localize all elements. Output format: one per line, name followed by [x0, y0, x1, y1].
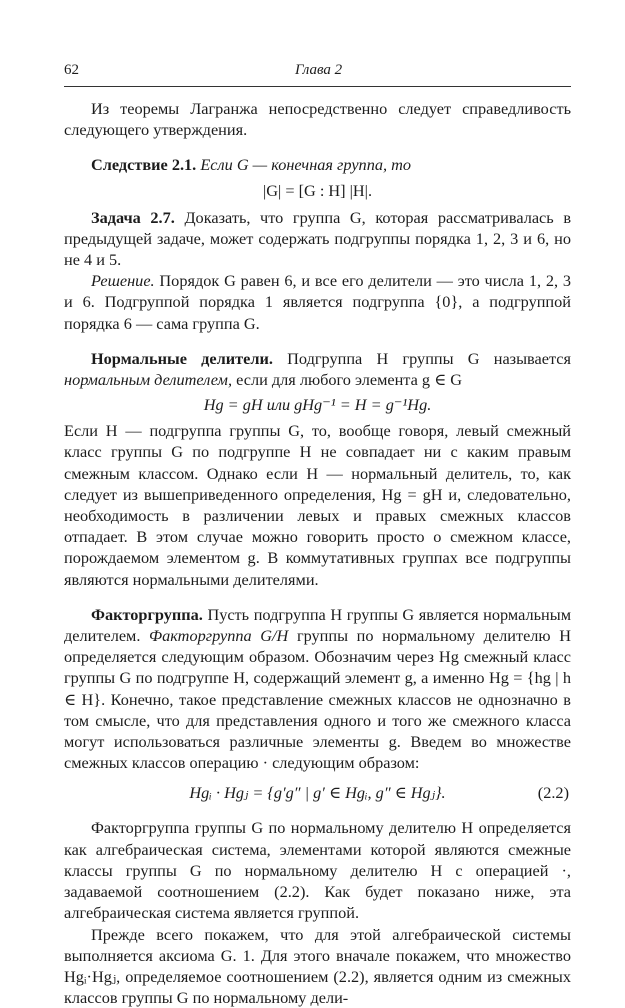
equation-2-2 [64, 779, 571, 807]
running-header [64, 62, 571, 84]
solution-paragraph [64, 270, 571, 334]
normal-definition-paragraph [64, 348, 571, 390]
equation-formula: Hgᵢ · Hgⱼ = {g′g″ | g′ ∈ Hgᵢ, g″ ∈ Hgⱼ}. [189, 783, 445, 802]
factor-term: Факторгруппа G/H [149, 626, 288, 645]
corollary-paragraph [64, 154, 571, 175]
factor-text-b: группы по нормальному делителю H определяется следующим образом. Обозначим через Hg смежный класс группы G по подгруппе H, содержащий элемент g, а именно Hg = {hg | h ∈ H}. Конечно, такое представление смежных классов не однозначно в том смысле, что для представления одного и того же смежного класса могут использоваться различные элементы g. Введем во множестве смежных классов операцию · следующим образом: [64, 626, 571, 772]
solution-label: Решение. [91, 271, 155, 290]
normal-term: нормальным делителем, [64, 370, 232, 389]
corollary-label: Следствие 2.1. [91, 155, 196, 174]
solution-text: Порядок G равен 6, и все его делители — это числа 1, 2, 3 и 6. Подгруппой порядка 1 является подгруппа {0}, а подгруппой порядка 6 — сама группа G. [64, 271, 571, 332]
header-rule [64, 86, 571, 87]
intro-paragraph: Из теоремы Лагранжа непосредственно следует справедливость следующего утверждения. [64, 98, 571, 140]
page-body [64, 98, 571, 1008]
normal-text-b: если для любого элемента g ∈ G [236, 370, 462, 389]
page-number: 62 [64, 62, 79, 79]
factor-text-a: Пусть подгруппа H группы G является нормальным делителем. [64, 605, 571, 645]
problem-label: Задача 2.7. [91, 208, 175, 227]
problem-text: Доказать, что группа G, которая рассматривалась в предыдущей задаче, может содержать подгруппы порядка 1, 2, 3 и 6, но не 4 и 5. [64, 208, 571, 269]
factor-group-paragraph: Факторгруппа группы G по нормальному делителю H определяется как алгебраическая система, элементами которой являются смежные классы группы G по нормальному делителю H с операцией ·, задаваемой соотношением (2.2). Как будет показано ниже, эта алгебраическая система является группой. [64, 817, 571, 923]
problem-paragraph [64, 207, 571, 271]
corollary-text: Если G — конечная группа, то [200, 155, 411, 174]
normal-explanation-paragraph: Если H — подгруппа группы G, то, вообще говоря, левый смежный класс группы G по подгруппе H не совпадает ни с каким правым смежным классом. Однако если H — нормальный делитель, то, как следует из вышеприведенного определения, Hg = gH и, следовательно, необходимость в различении левых и правых смежных классов отпадает. В этом случае можно говорить просто о смежном классе, порождаемом элементом g. В коммутативных группах все подгруппы являются нормальными делителями. [64, 420, 571, 590]
normal-heading: Нормальные делители. [91, 349, 273, 368]
axiom-paragraph: Прежде всего покажем, что для этой алгебраической системы выполняется аксиома G. 1. Для этого вначале покажем, что множество Hgᵢ·Hgⱼ, определяемое соотношением (2.2), является одним из смежных классов группы G по нормальному дели- [64, 924, 571, 1008]
normal-text-a: Подгруппа H группы G называется [287, 349, 571, 368]
corollary-formula: |G| = [G : H] |H|. [64, 178, 571, 204]
factor-definition-paragraph [64, 604, 571, 774]
equation-number: (2.2) [538, 779, 569, 807]
normal-formula: Hg = gH или gHg⁻¹ = H = g⁻¹Hg. [64, 392, 571, 418]
chapter-title: Глава 2 [295, 62, 342, 79]
factor-heading: Факторгруппа. [91, 605, 203, 624]
